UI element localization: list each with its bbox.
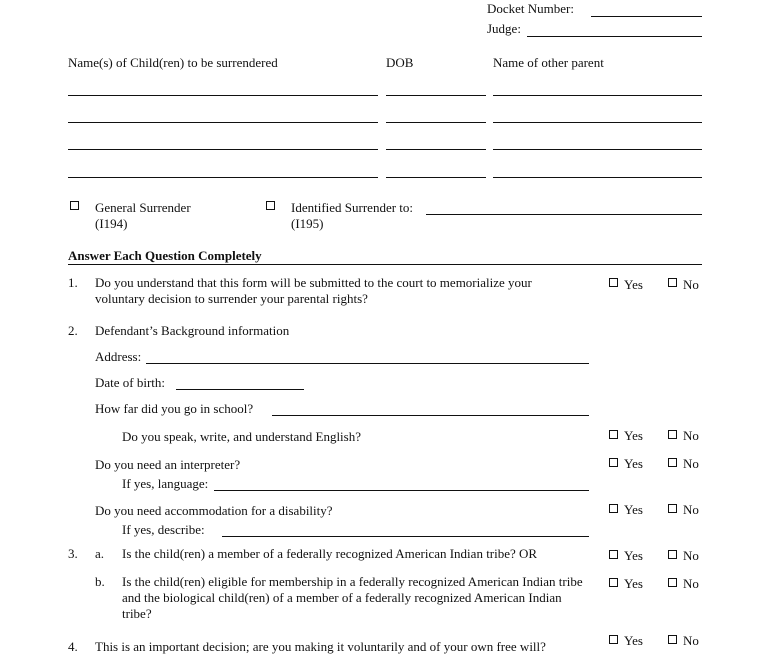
english-no-checkbox[interactable] [668, 430, 677, 439]
general-surrender-label: General Surrender [95, 200, 191, 215]
yes-label: Yes [624, 502, 643, 517]
dob-header: DOB [386, 55, 414, 70]
interpreter-question: Do you need an interpreter? [95, 457, 241, 472]
child-dob-field[interactable] [386, 177, 486, 178]
date-of-birth-field[interactable] [176, 389, 304, 390]
yes-label: Yes [624, 456, 643, 471]
yes-label: Yes [624, 576, 643, 591]
date-of-birth-label: Date of birth: [95, 375, 166, 390]
q1-number: 1. [68, 275, 78, 290]
child-name-field[interactable] [68, 122, 378, 123]
language-label: If yes, language: [122, 476, 209, 491]
interpreter-no-checkbox[interactable] [668, 458, 677, 467]
identified-surrender-label: Identified Surrender to: [291, 200, 414, 215]
accommodation-yes-checkbox[interactable] [609, 504, 618, 513]
no-label: No [683, 428, 699, 443]
child-name-field[interactable] [68, 149, 378, 150]
other-parent-header: Name of other parent [493, 55, 604, 70]
no-label: No [683, 456, 699, 471]
no-label: No [683, 576, 699, 591]
yes-label: Yes [624, 428, 643, 443]
q3a-yes-checkbox[interactable] [609, 550, 618, 559]
child-dob-field[interactable] [386, 122, 486, 123]
q3b-yes-checkbox[interactable] [609, 578, 618, 587]
q3b-text: Is the child(ren) eligible for membership in a federally recognized American Indian tribe and the biological child(ren) of a member of a federally recognized American Indian tribe? [122, 574, 583, 621]
q3-number: 3. [68, 546, 78, 561]
english-yes-checkbox[interactable] [609, 430, 618, 439]
q1-no-checkbox[interactable] [668, 278, 677, 287]
address-field[interactable] [146, 363, 589, 364]
child-dob-field[interactable] [386, 149, 486, 150]
yes-label: Yes [624, 548, 643, 563]
q3a-text: Is the child(ren) a member of a federally recognized American Indian tribe? OR [122, 546, 538, 561]
no-label: No [683, 633, 699, 648]
language-field[interactable] [214, 490, 589, 491]
children-names-header: Name(s) of Child(ren) to be surrendered [68, 55, 278, 70]
other-parent-field[interactable] [493, 149, 702, 150]
general-surrender-checkbox[interactable] [70, 201, 79, 210]
no-label: No [683, 277, 699, 292]
no-label: No [683, 502, 699, 517]
accommodation-question: Do you need accommodation for a disability? [95, 503, 333, 518]
q2-title: Defendant’s Background information [95, 323, 290, 338]
q4-text: This is an important decision; are you making it voluntarily and of your own free will? [95, 639, 546, 654]
describe-field[interactable] [222, 536, 589, 537]
q1-text: Do you understand that this form will be submitted to the court to memorialize your voluntary decision to surrender your parental rights? [95, 275, 532, 306]
q3b-no-checkbox[interactable] [668, 578, 677, 587]
q1-yes-checkbox[interactable] [609, 278, 618, 287]
section-title: Answer Each Question Completely [68, 248, 262, 263]
child-name-field[interactable] [68, 177, 378, 178]
judge-label: Judge: [487, 21, 521, 36]
q4-no-checkbox[interactable] [668, 635, 677, 644]
docket-number-label: Docket Number: [487, 1, 575, 16]
interpreter-yes-checkbox[interactable] [609, 458, 618, 467]
q2-number: 2. [68, 323, 78, 338]
judge-field[interactable] [527, 36, 702, 37]
describe-label: If yes, describe: [122, 522, 205, 537]
address-label: Address: [95, 349, 142, 364]
accommodation-no-checkbox[interactable] [668, 504, 677, 513]
q4-yes-checkbox[interactable] [609, 635, 618, 644]
identified-surrender-code: (I195) [291, 216, 324, 231]
child-dob-field[interactable] [386, 95, 486, 96]
identified-surrender-field[interactable] [426, 214, 702, 215]
other-parent-field[interactable] [493, 95, 702, 96]
other-parent-field[interactable] [493, 177, 702, 178]
docket-number-field[interactable] [591, 16, 702, 17]
q4-number: 4. [68, 639, 78, 654]
school-field[interactable] [272, 415, 589, 416]
school-label: How far did you go in school? [95, 401, 254, 416]
english-question: Do you speak, write, and understand English? [122, 429, 362, 444]
identified-surrender-checkbox[interactable] [266, 201, 275, 210]
q3b-letter: b. [95, 574, 105, 589]
other-parent-field[interactable] [493, 122, 702, 123]
child-name-field[interactable] [68, 95, 378, 96]
yes-label: Yes [624, 277, 643, 292]
section-divider [68, 264, 702, 265]
q3a-letter: a. [95, 546, 105, 561]
q3a-no-checkbox[interactable] [668, 550, 677, 559]
no-label: No [683, 548, 699, 563]
yes-label: Yes [624, 633, 643, 648]
general-surrender-code: (I194) [95, 216, 128, 231]
